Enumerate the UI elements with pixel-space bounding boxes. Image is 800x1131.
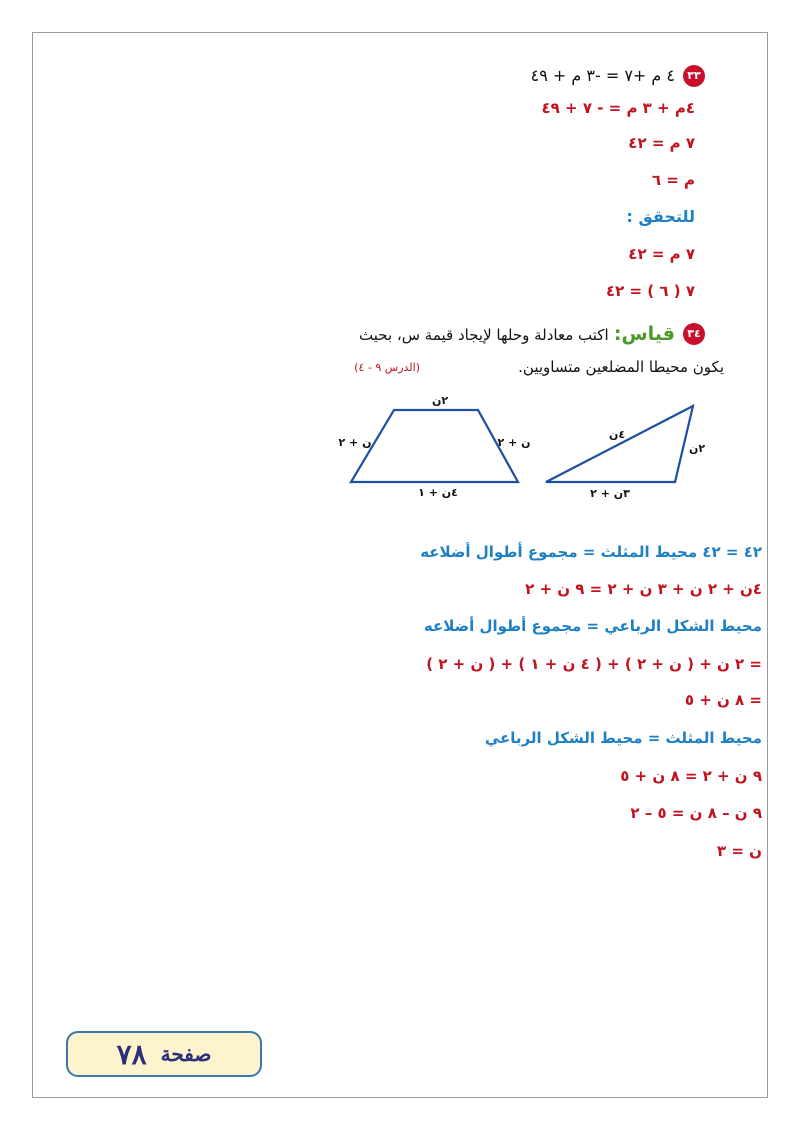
q33-check-label: للتحقق :	[626, 207, 695, 226]
solution-line: = ٨ ن + ٥	[684, 691, 762, 709]
solution-line: ن = ٣	[717, 842, 762, 860]
q33-equation: ٤ م +٧ = -٣ م + ٤٩	[530, 66, 675, 85]
q34-lesson-ref: (الدرس ٩ - ٤)	[354, 361, 420, 374]
q33-step-3: م = ٦	[651, 171, 695, 189]
solution-line: ٤ن + ٢ ن + ٣ ن + ٢ = ٩ ن + ٢	[525, 580, 762, 598]
q33-step-2: ٧ م = ٤٢	[628, 134, 695, 152]
q33-check-step-1: ٧ م = ٤٢	[628, 245, 695, 263]
trap-bottom-label: ٤ن + ١	[418, 486, 458, 499]
page-number: ٧٨	[116, 1037, 147, 1071]
page-label: صفحة	[160, 1042, 212, 1066]
trap-right-label: ن + ٢	[497, 436, 531, 449]
q34-text-line-1: اكتب معادلة وحلها لإيجاد قيمة س، بحيث	[359, 326, 609, 344]
page-number-box	[66, 1031, 262, 1077]
triangle-shape	[546, 406, 693, 482]
q34-label: قياس:	[613, 323, 675, 345]
question-34-number: ٣٤	[687, 327, 701, 340]
tri-right-label: ٢ن	[688, 442, 706, 455]
q33-check-step-2: ٧ ( ٦ ) = ٤٢	[605, 282, 695, 300]
trap-left-label: ن + ٢	[338, 436, 372, 449]
solution-line: ٩ ن – ٨ ن = ٥ – ٢	[630, 804, 762, 822]
solution-line: = ٢ ن + ( ن + ٢ ) + ( ٤ ن + ١ ) + ( ن + ٢ )	[426, 655, 762, 673]
solution-line: ٩ ن + ٢ = ٨ ن + ٥	[620, 767, 762, 785]
solution-line: محيط الشكل الرباعي = مجموع أطوال أضلاعه	[423, 617, 762, 635]
trapezoid-shape	[351, 410, 518, 482]
solution-line: ٤٢ = ٤٢ محيط المثلث = مجموع أطوال أضلاعه	[420, 543, 762, 561]
q33-step-1: ٤م + ٣ م = - ٧ + ٤٩	[541, 99, 695, 117]
tri-bottom-label: ٣ن + ٢	[590, 487, 630, 500]
solution-line: محيط المثلث = محيط الشكل الرباعي	[484, 729, 762, 747]
q34-text-line-2: يكون محيطا المضلعين متساويين.	[518, 358, 724, 376]
question-33-number: ٣٣	[687, 69, 701, 82]
tri-hyp-label: ٤ن	[608, 428, 626, 441]
trap-top-label: ٢ن	[431, 394, 449, 407]
